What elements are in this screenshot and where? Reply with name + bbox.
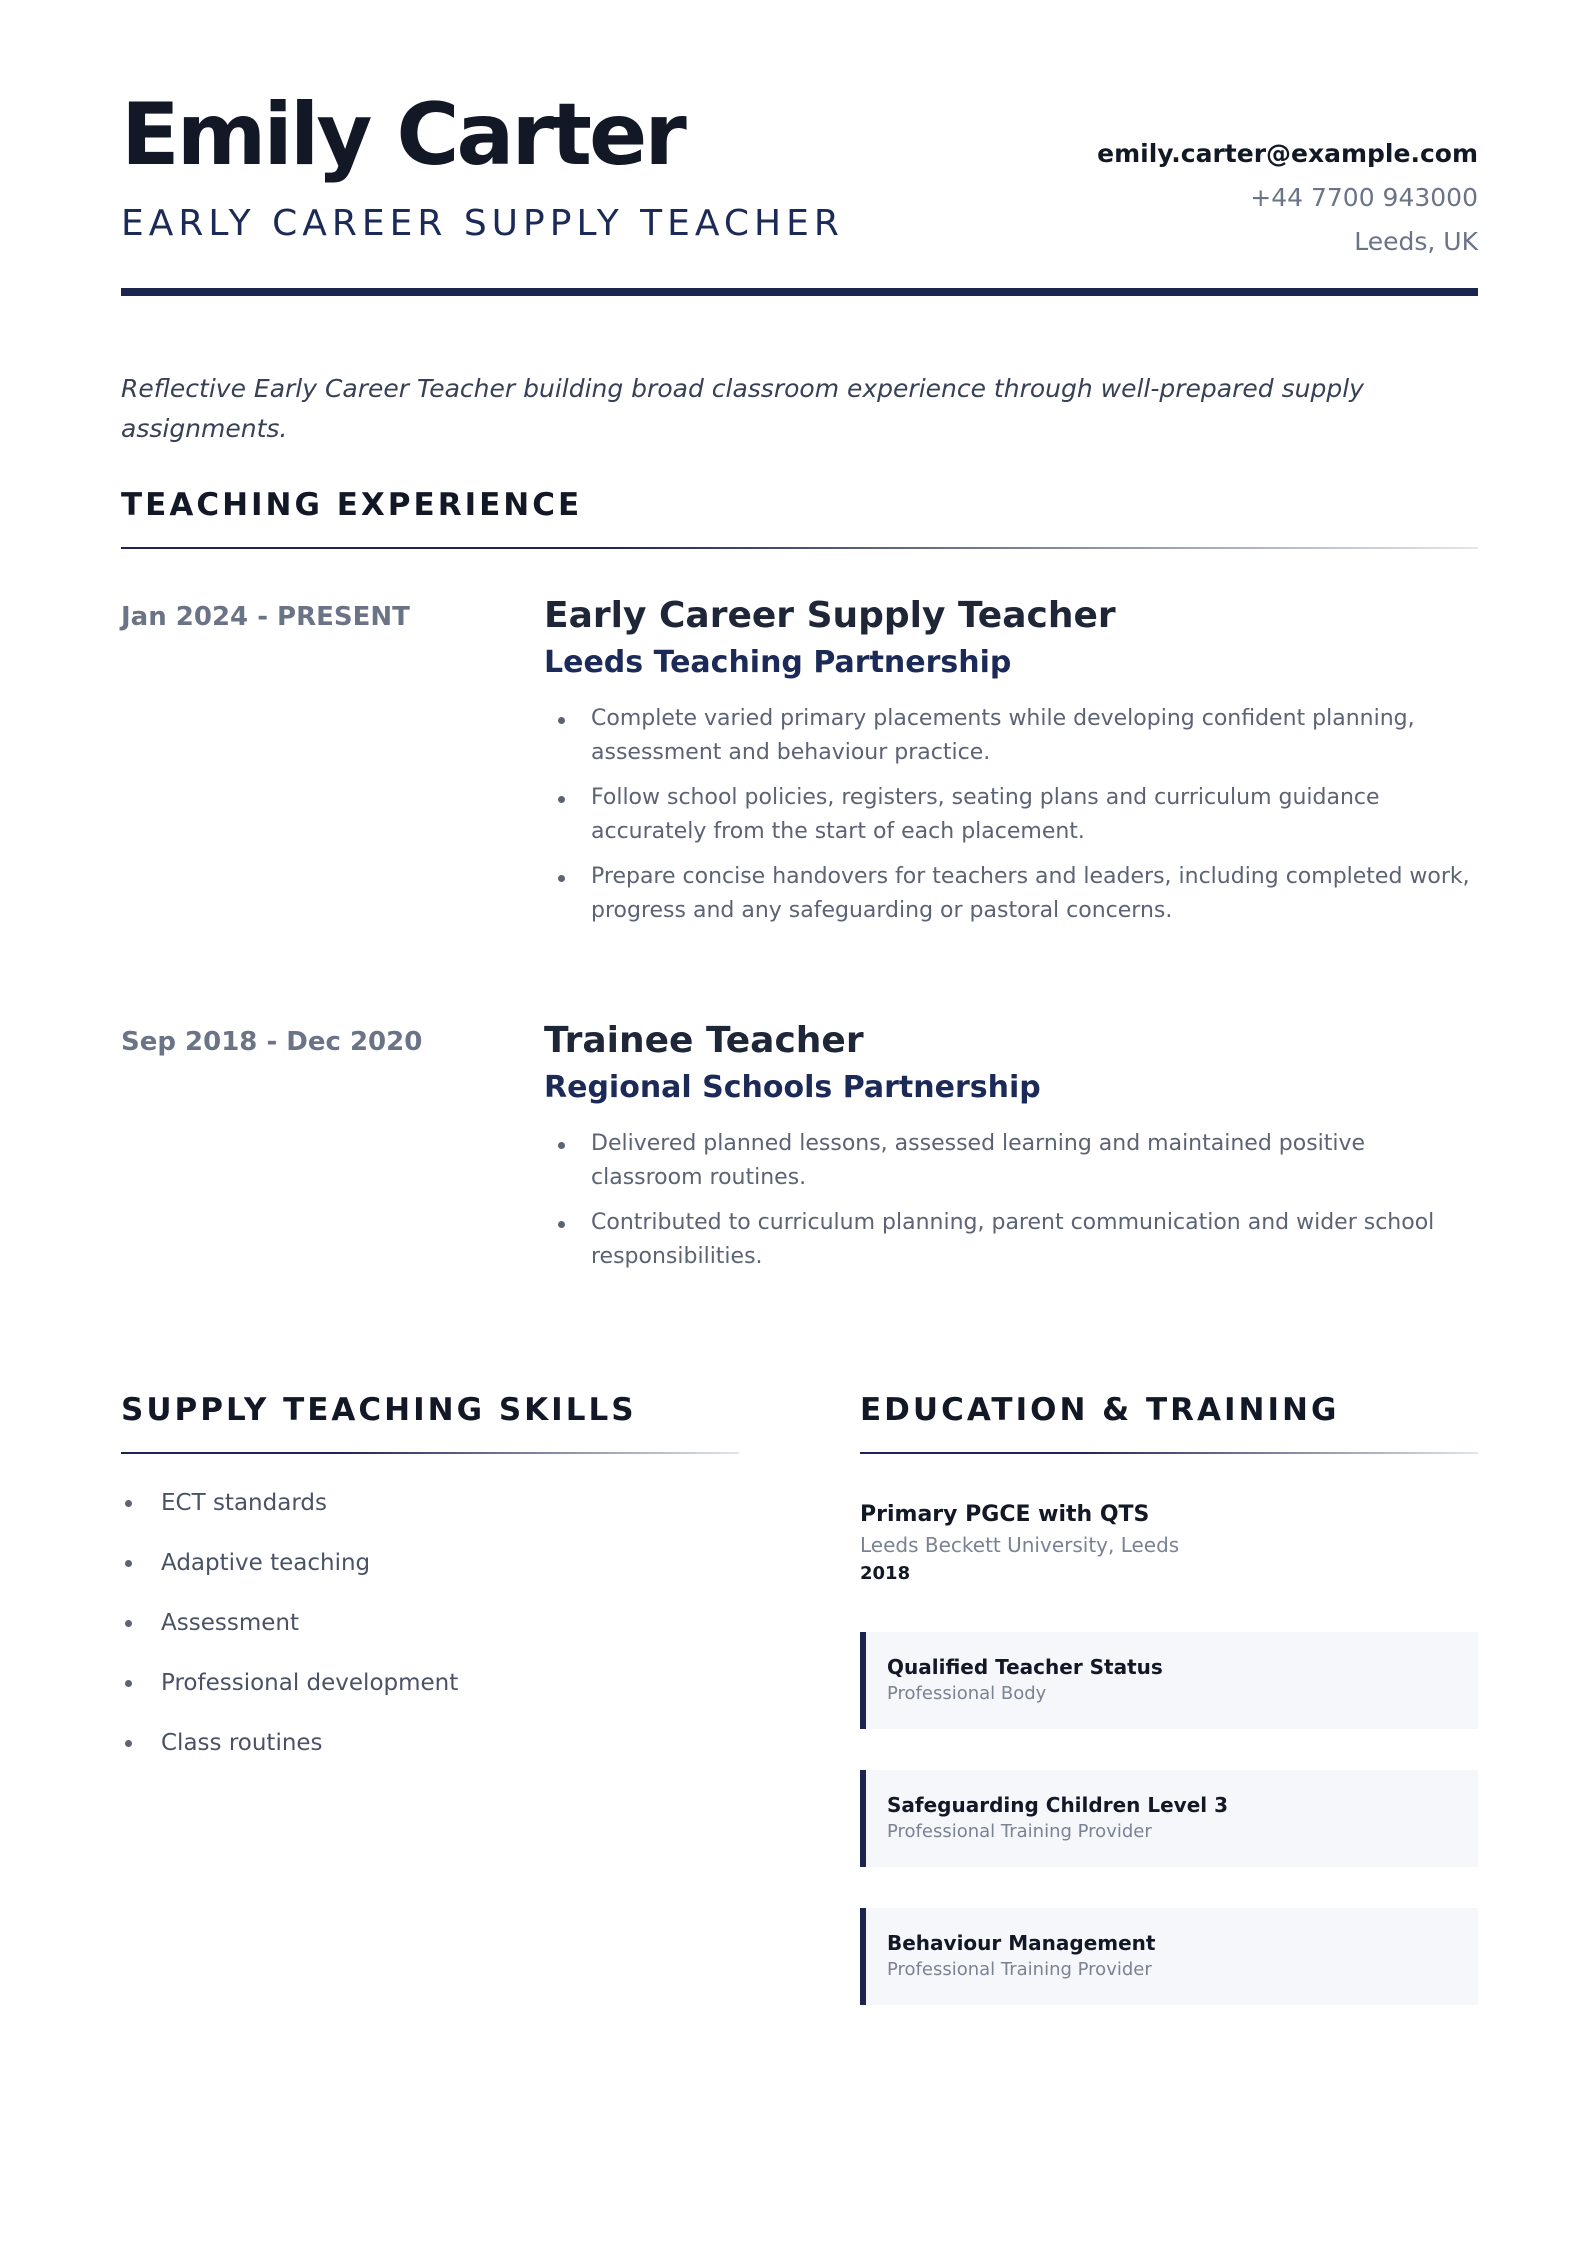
experience-bullet: Follow school policies, registers, seating plans and curriculum guidance accurately from the start of each placement. — [544, 781, 1478, 849]
experience-bullet: Contributed to curriculum planning, parent communication and wider school responsibilities. — [544, 1206, 1478, 1274]
experience-bullets — [544, 702, 1478, 928]
section-title-education: EDUCATION & TRAINING — [860, 1392, 1340, 1428]
skill-item: Professional development — [121, 1668, 739, 1698]
resume-header — [121, 0, 1478, 296]
degree-year: 2018 — [860, 1563, 911, 1584]
experience-body — [544, 1020, 1478, 1285]
experience-dates: Jan 2024 - PRESENT — [121, 602, 410, 632]
degree-entry — [860, 1500, 1478, 1588]
certification-card — [860, 1908, 1478, 2005]
section-divider — [121, 1452, 739, 1454]
resume-page — [121, 0, 1478, 2246]
candidate-title: EARLY CAREER SUPPLY TEACHER — [121, 203, 844, 244]
certification-issuer: Professional Body — [887, 1683, 1047, 1704]
certification-title: Safeguarding Children Level 3 — [887, 1793, 1228, 1817]
header-divider — [121, 288, 1478, 296]
certification-issuer: Professional Training Provider — [887, 1821, 1152, 1842]
section-title-experience: TEACHING EXPERIENCE — [121, 487, 583, 523]
experience-role: Trainee Teacher — [544, 1020, 864, 1061]
contact-email: emily.carter@example.com — [1097, 139, 1478, 168]
experience-organization: Regional Schools Partnership — [544, 1070, 1041, 1105]
experience-section — [121, 487, 1478, 1269]
contact-block — [1097, 132, 1478, 264]
skill-item: Class routines — [121, 1728, 739, 1758]
section-title-skills: SUPPLY TEACHING SKILLS — [121, 1392, 637, 1428]
profile-summary: Reflective Early Career Teacher building broad classroom experience through well-prepared supply assignments. — [121, 374, 1364, 443]
contact-phone: +44 7700 943000 — [1250, 183, 1478, 212]
experience-body — [544, 595, 1478, 939]
degree-title: Primary PGCE with QTS — [860, 1502, 1150, 1527]
experience-bullets — [544, 1127, 1478, 1274]
experience-bullet: Delivered planned lessons, assessed learning and maintained positive classroom routines. — [544, 1127, 1478, 1195]
certification-card — [860, 1632, 1478, 1729]
experience-role: Early Career Supply Teacher — [544, 595, 1116, 636]
certification-card — [860, 1770, 1478, 1867]
experience-bullet: Complete varied primary placements while developing confident planning, assessment and behaviour practice. — [544, 702, 1478, 770]
skill-item: ECT standards — [121, 1488, 739, 1518]
degree-school: Leeds Beckett University, Leeds — [860, 1533, 1180, 1557]
skills-list — [121, 1488, 739, 1758]
experience-organization: Leeds Teaching Partnership — [544, 645, 1012, 680]
skill-item: Adaptive teaching — [121, 1548, 739, 1578]
experience-bullet: Prepare concise handovers for teachers and leaders, including completed work, progress and any safeguarding or pastoral concerns. — [544, 860, 1478, 928]
education-section — [860, 1392, 1478, 2005]
certification-issuer: Professional Training Provider — [887, 1959, 1152, 1980]
contact-location: Leeds, UK — [1354, 227, 1478, 256]
candidate-name: Emily Carter — [121, 85, 684, 185]
experience-dates: Sep 2018 - Dec 2020 — [121, 1027, 423, 1057]
certifications-list — [860, 1632, 1478, 2005]
section-divider — [860, 1452, 1478, 1454]
certification-title: Behaviour Management — [887, 1931, 1156, 1955]
skills-section — [121, 1392, 739, 1788]
certification-title: Qualified Teacher Status — [887, 1655, 1163, 1679]
skill-item: Assessment — [121, 1608, 739, 1638]
section-divider — [121, 547, 1478, 549]
